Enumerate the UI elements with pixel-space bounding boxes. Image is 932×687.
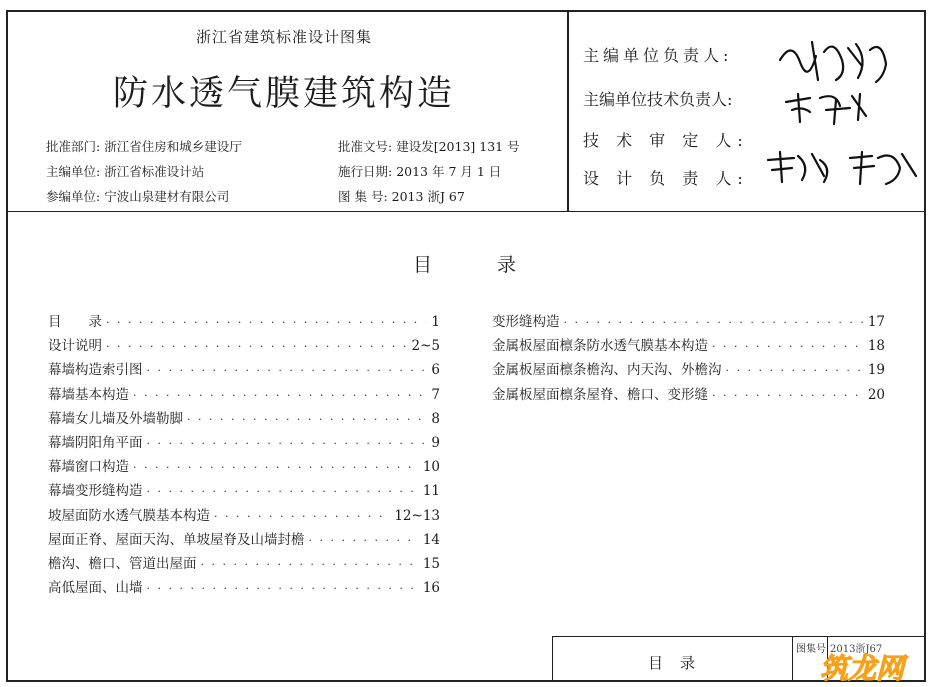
watermark-logo: 筑龙网: [820, 652, 905, 685]
signature-chief-unit-tech-head: [780, 88, 890, 128]
toc-item[interactable]: 设计说明 · · · 2~5: [48, 334, 440, 358]
toc-item[interactable]: 金属板屋面檩条防水透气膜基本构造 · · · 18: [492, 334, 885, 358]
toc-item[interactable]: 目 录 · · · 1: [48, 310, 440, 334]
signature-chief-unit-head: [772, 30, 902, 90]
toc-item[interactable]: 金属板屋面檩条檐沟、内天沟、外檐沟 · · · 19: [492, 358, 885, 382]
series-title: 浙江省建筑标准设计图集: [195, 28, 372, 46]
toc-item[interactable]: 檐沟、檐口、管道出屋面 · · · 15: [48, 552, 440, 576]
toc-item[interactable]: 幕墙基本构造 · · · 7: [48, 383, 440, 407]
toc-item[interactable]: 高低屋面、山墙 · · · 16: [48, 576, 440, 600]
toc-left-column: [48, 310, 440, 600]
title-block-divider: [792, 636, 793, 682]
toc-heading-part2: 录: [497, 254, 517, 276]
page-title: 防水透气膜建筑构造: [112, 74, 455, 114]
approval-dept: 批准部门: 浙江省住房和城乡建设厅: [46, 139, 242, 154]
participant-unit: 参编单位: 宁波山泉建材有限公司: [46, 189, 230, 204]
toc-item[interactable]: 幕墙女儿墙及外墙勒脚 · · · 8: [48, 407, 440, 431]
role-chief-unit-tech-head: 主编单位技术负责人:: [583, 90, 733, 109]
toc-heading-part1: 目: [413, 254, 433, 276]
role-design-lead: 设 计 负 责 人:: [583, 169, 749, 188]
title-block-atlas-label: 图集号: [796, 644, 826, 655]
toc-item[interactable]: 幕墙窗口构造 · · · 10: [48, 455, 440, 479]
title-block-atlas-value: 2013浙J67: [830, 644, 883, 655]
role-chief-unit-head: 主编单位负责人:: [583, 46, 733, 65]
header-divider-bottom-left: [6, 211, 568, 212]
signature-design-lead: [762, 146, 922, 190]
toc-item[interactable]: 坡屋面防水透气膜基本构造 · · · 12~13: [48, 504, 440, 528]
atlas-number: 图 集 号: 2013 浙J 67: [338, 189, 465, 204]
effective-date: 施行日期: 2013 年 7 月 1 日: [338, 164, 502, 179]
title-block-title: 目 录: [647, 654, 696, 672]
toc-item[interactable]: 幕墙变形缝构造 · · · 11: [48, 479, 440, 503]
header-divider-bottom-right: [568, 211, 926, 212]
toc-item[interactable]: 幕墙构造索引图 · · · 6: [48, 358, 440, 382]
toc-item[interactable]: 变形缝构造 · · · 17: [492, 310, 885, 334]
approval-doc: 批准文号: 建设发[2013] 131 号: [338, 139, 520, 154]
toc-item[interactable]: 幕墙阴阳角平面 · · · 9: [48, 431, 440, 455]
editor-unit: 主编单位: 浙江省标准设计站: [46, 164, 205, 179]
toc-item[interactable]: 屋面正脊、屋面天沟、单坡屋脊及山墙封檐 · · · 14: [48, 528, 440, 552]
toc-right-column: [492, 310, 885, 407]
role-technical-reviewer: 技 术 审 定 人:: [583, 131, 749, 150]
toc-item[interactable]: 金属板屋面檩条屋脊、檐口、变形缝 · · · 20: [492, 383, 885, 407]
